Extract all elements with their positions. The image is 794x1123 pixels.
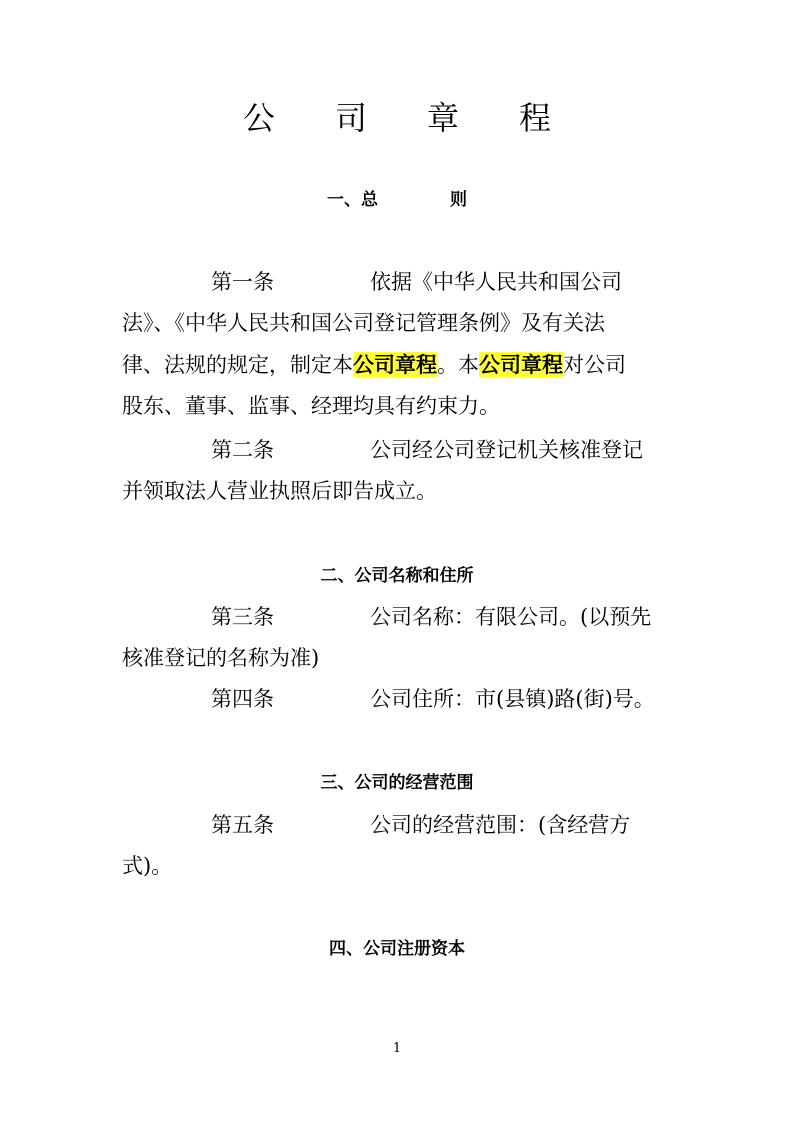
title-char: 章 xyxy=(426,99,459,137)
article-text: 公司住所：市(县镇)路(街)号。 xyxy=(370,687,655,711)
section-heading-part: 则 xyxy=(450,190,467,210)
article-text: 公司经公司登记机关核准登记 xyxy=(370,438,643,462)
section-heading-business-scope: 三、公司的经营范围 xyxy=(320,773,474,793)
title-char: 司 xyxy=(334,99,367,137)
document-title xyxy=(0,96,794,140)
highlighted-term: 公司章程 xyxy=(479,352,563,377)
title-char: 程 xyxy=(518,99,551,137)
article-label: 第一条 xyxy=(211,270,274,294)
page-number: 1 xyxy=(392,1041,402,1056)
article-label: 第四条 xyxy=(211,687,274,711)
article-4 xyxy=(122,679,677,720)
article-2 xyxy=(122,430,677,512)
article-text: 对公司 xyxy=(563,353,626,377)
article-text: 依据《中华人民共和国公司 xyxy=(370,270,622,294)
article-text: 法》、《中华人民共和国公司登记管理条例》及有关法 xyxy=(122,311,605,335)
article-3 xyxy=(122,597,677,679)
highlighted-term: 公司章程 xyxy=(353,352,437,377)
article-label: 第二条 xyxy=(211,438,274,462)
article-1 xyxy=(122,262,677,427)
article-text: 股东、董事、监事、经理均具有约束力。 xyxy=(122,394,500,418)
article-text: 公司名称：有限公司。(以预先 xyxy=(370,605,652,629)
section-heading-part: 一、总 xyxy=(327,190,378,210)
section-heading-general xyxy=(0,188,794,212)
article-text: 核准登记的名称为准) xyxy=(122,646,320,670)
article-label: 第五条 xyxy=(211,813,274,837)
title-char: 公 xyxy=(242,99,275,137)
section-heading-registered-capital: 四、公司注册资本 xyxy=(329,939,465,959)
article-text: 律、法规的规定，制定本 xyxy=(122,353,353,377)
article-text: 公司的经营范围：(含经营方 xyxy=(370,813,631,837)
section-heading-name-address: 二、公司名称和住所 xyxy=(320,566,474,586)
article-label: 第三条 xyxy=(211,605,274,629)
article-text: 并领取法人营业执照后即告成立。 xyxy=(122,479,437,503)
article-text: 。本 xyxy=(437,353,479,377)
article-text: 式)。 xyxy=(122,854,173,878)
article-5 xyxy=(122,805,677,887)
